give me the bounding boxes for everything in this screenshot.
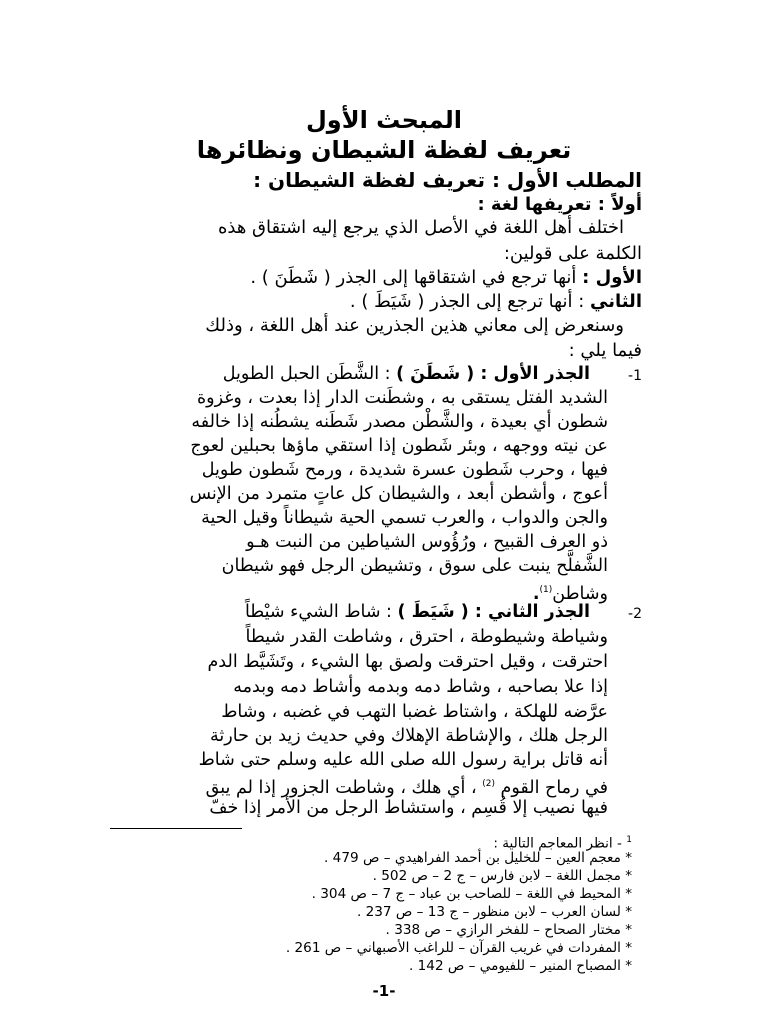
intro-line: فيما يلي : bbox=[568, 340, 642, 361]
root1-line bbox=[128, 362, 608, 386]
footnote-item: * المفردات في غريب القرآن – للراغب الأصبهاني – ص 261 . bbox=[285, 940, 632, 956]
second-opinion bbox=[122, 290, 642, 314]
second-opinion-label: الثاني bbox=[589, 291, 642, 312]
root2-line bbox=[128, 600, 608, 624]
chapter-subtitle: تعريف لفظة الشيطان ونظائرها bbox=[196, 136, 572, 164]
root1-last-word: وشاطن bbox=[552, 583, 608, 604]
root2-line: أنه قاتل براية رسول الله صلى الله عليه وسلم حتى شاط bbox=[198, 750, 608, 770]
root2-label: الجذر الثاني : ( شَيَطَ ) bbox=[397, 602, 590, 622]
root1-text: : الشَّطَن الحبل الطويل bbox=[222, 364, 397, 384]
root1-line: فيها ، وحرب شَطون عسرة شديدة ، ورمح شَطون طويل bbox=[201, 460, 608, 480]
first-opinion bbox=[122, 266, 642, 290]
root2-line: فيها نصيب إلا قُسِم ، واستشاط الرجل من الأمر إذا خفّ bbox=[209, 798, 608, 818]
footnote-item: * المصباح المنير – للفيومي – ص 142 . bbox=[408, 958, 632, 974]
chapter-title: المبحث الأول bbox=[305, 106, 463, 134]
first-opinion-label: الأول : bbox=[582, 267, 642, 288]
section-heading: المطلب الأول : تعريف لفظة الشيطان : bbox=[253, 168, 642, 192]
root1-line: الشديد الفتل يستقى به ، وشطَنت الدار إذا بعدت ، وغزوة bbox=[196, 388, 608, 408]
footnote-separator bbox=[110, 828, 242, 829]
footnote-item: * معجم العين – للخليل بن أحمد الفراهيدي – ص 479 . bbox=[324, 850, 632, 866]
footnote-item: * المحيط في اللغة – للصاحب بن عباد – ج 7 – ص 304 . bbox=[311, 886, 632, 902]
root2-line: إذا علا بصاحبه ، وشاط دمه وبدمه وأشاط دمه وبدمه bbox=[233, 677, 608, 697]
root1-line: الشَّفلَّح ينبت على سوق ، وتشيطن الرجل فهو شيطان bbox=[221, 556, 608, 576]
root2-line: احترقت ، وقيل احترقت ولصق بها الشيء ، وتَشَيَّط الدم bbox=[207, 652, 608, 672]
footnote-item: * لسان العرب – لابن منظور – ج 13 – ص 237 . bbox=[356, 904, 632, 920]
root2-text: في رماح القوم bbox=[500, 777, 608, 798]
second-opinion-text: : أنها ترجع إلى الجذر ( شَيَطَ ) . bbox=[349, 291, 590, 312]
list-number: -1 bbox=[628, 368, 642, 384]
footnote-intro-text: - انظر المعاجم التالية : bbox=[493, 835, 627, 852]
footnote-marker: 1 bbox=[626, 835, 632, 845]
root2-text: ، أي هلك ، وشاطت الجزور إذا لم يبق bbox=[205, 777, 483, 798]
intro-line: الكلمة على قولين: bbox=[503, 243, 642, 264]
footnote-item: * مختار الصحاح – للفخر الرازي – ص 338 . bbox=[385, 922, 632, 938]
root1-line: عن نيته ووجهه ، وبئر شَطون إذا استقي ماؤها بحبلين لعوج bbox=[190, 436, 608, 456]
footnote-ref: (2) bbox=[482, 779, 495, 789]
root1-label: الجذر الأول : ( شَطَنَ ) bbox=[396, 364, 590, 384]
root2-line: عرَّضه للهلكة ، واشتاط غضبا التهب في غضبه ، وشاط bbox=[221, 702, 608, 722]
footnote-item: * مجمل اللغة – لابن فارس – ج 2 – ص 502 . bbox=[372, 868, 632, 884]
subsection-heading: أولاً : تعريفها لغة : bbox=[477, 194, 642, 215]
intro-line: اختلف أهل اللغة في الأصل الذي يرجع إليه اشتقاق هذه bbox=[217, 217, 624, 238]
root1-line: وشاطن$^{(1)}$. bbox=[532, 583, 608, 604]
first-opinion-text: أنها ترجع في اشتقاقها إلى الجذر ( شَطَنَ ) . bbox=[250, 267, 583, 288]
root2-text: : شاط الشيء شيْطاً bbox=[244, 602, 398, 622]
intro-line: وسنعرض إلى معاني هذين الجذرين عند أهل اللغة ، وذلك bbox=[205, 315, 624, 336]
root2-line: الرجل هلك ، والإشاطة الإهلاك وفي حديث زيد بن حارثة bbox=[210, 726, 608, 746]
page-number: -1- bbox=[372, 982, 396, 1000]
root1-line: شطون أي بعيدة ، والشَّطْن مصدر شَطَنه يشطُنه إذا خالفه bbox=[191, 412, 608, 432]
list-number: -2 bbox=[628, 606, 642, 622]
root2-line: وشياطة وشيطوطة ، احترق ، وشاطت القدر شيطاً bbox=[245, 627, 608, 647]
root1-line: ذو العرف القبيح ، ورُؤُوس الشياطين من النبت هـو bbox=[246, 532, 608, 552]
root1-line: والجن والدواب ، والعرب تسمي الحية شيطاناً وقيل الحية bbox=[201, 508, 608, 528]
footnote-ref: (1) bbox=[539, 585, 553, 595]
root1-line: أعوج ، وأشطن أبعد ، والشيطان كل عاتٍ متمرد من الإنس bbox=[189, 484, 608, 504]
